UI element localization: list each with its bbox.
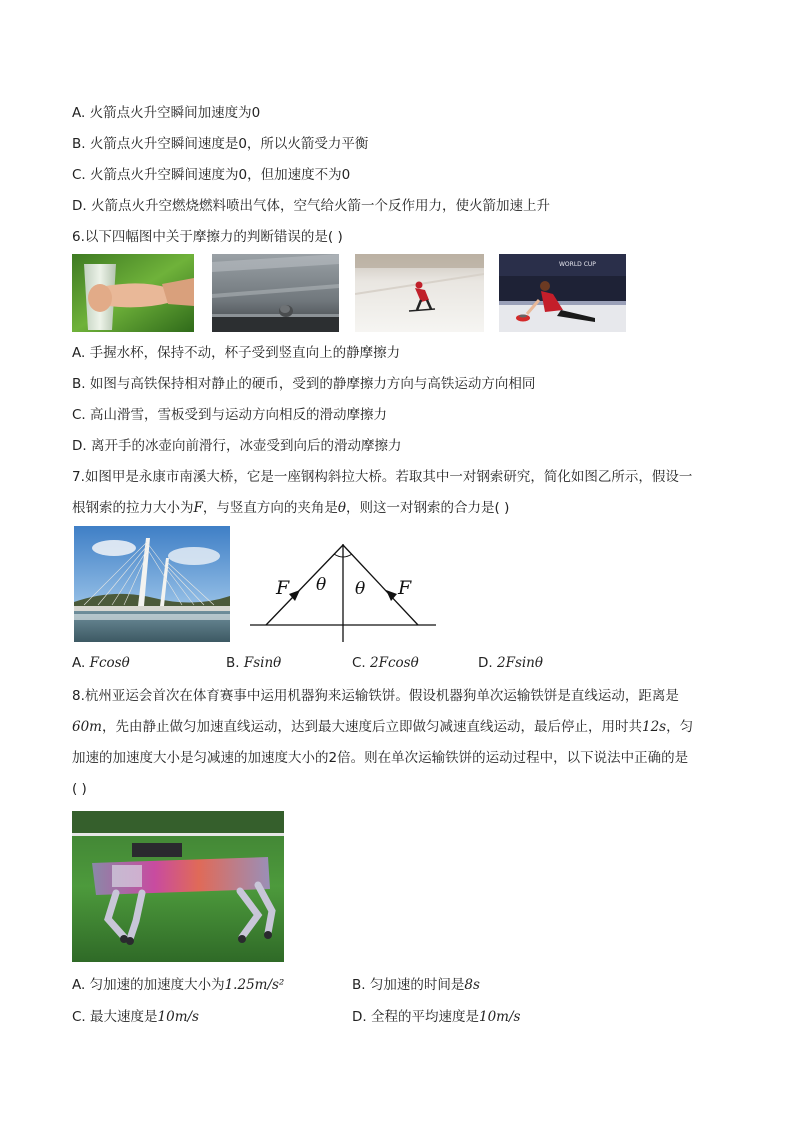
q8-option-b: B. 匀加速的时间是8s [352,977,480,993]
q8-stem-line2: 60m，先由静止做匀加速直线运动，达到最大速度后立即做匀减速直线运动，最后停止，用时共12s，匀 [72,719,694,735]
q5-option-d: D. 火箭点火升空燃烧燃料喷出气体，空气给火箭一个反作用力，使火箭加速上升 [72,198,550,214]
q6-option-b: B. 如图与高铁保持相对静止的硬币，受到的静摩擦力方向与高铁运动方向相同 [72,376,536,392]
bridge-cable-force-diagram [248,538,438,642]
photo-nanxi-cable-stayed-bridge [74,526,230,642]
q7-option-d: D. 2Fsinθ [478,655,544,671]
diagram-force-label-left: F [276,577,290,599]
q6-option-d: D. 离开手的冰壶向前滑行，冰壶受到向后的滑动摩擦力 [72,438,402,454]
q8-option-d: D. 全程的平均速度是10m/s [352,1009,521,1025]
q6-stem: 6.以下四幅图中关于摩擦力的判断错误的是( ) [72,229,343,245]
q8-stem-line3: 加速的加速度大小是匀减速的加速度大小的2倍。则在单次运输铁饼的运动过程中，以下说法中正确的是 [72,750,689,766]
q8-option-c: C. 最大速度是10m/s [72,1009,199,1025]
q8-stem-line1: 8.杭州亚运会首次在体育赛事中运用机器狗来运输铁饼。假设机器狗单次运输铁饼是直线运动，距离是 [72,688,679,704]
q7-option-c: C. 2Fcosθ [352,655,419,671]
q8-option-a: A. 匀加速的加速度大小为1.25m/s² [72,977,285,993]
photo-robot-dog-on-grass [72,811,284,962]
photo-hand-holding-cup [72,254,194,332]
q6-option-c: C. 高山滑雪，雪板受到与运动方向相反的滑动摩擦力 [72,407,388,423]
svg-text:WORLD CUP: WORLD CUP [559,261,596,268]
q7-option-a: A. Fcosθ [72,655,130,671]
diagram-angle-label-left: θ [316,575,327,595]
q5-option-a: A. 火箭点火升空瞬间加速度为0 [72,105,261,121]
q8-stem-line4: ( ) [72,781,87,797]
photo-coin-on-train-window [212,254,339,332]
diagram-angle-label-right: θ [355,579,366,599]
q7-option-b: B. Fsinθ [226,655,282,671]
q7-stem-line2: 根钢索的拉力大小为F，与竖直方向的夹角是θ，则这一对钢索的合力是( ) [72,500,510,516]
q7-stem-line1: 7.如图甲是永康市南溪大桥，它是一座钢构斜拉大桥。若取其中一对钢索研究，简化如图乙所示，假设一 [72,469,693,485]
q5-option-b: B. 火箭点火升空瞬间速度是0，所以火箭受力平衡 [72,136,369,152]
photo-curling-player [499,254,626,332]
q5-option-c: C. 火箭点火升空瞬间速度为0，但加速度不为0 [72,167,351,183]
diagram-force-label-right: F [398,577,412,599]
photo-alpine-skier [355,254,484,332]
q6-option-a: A. 手握水杯，保持不动，杯子受到竖直向上的静摩擦力 [72,345,401,361]
